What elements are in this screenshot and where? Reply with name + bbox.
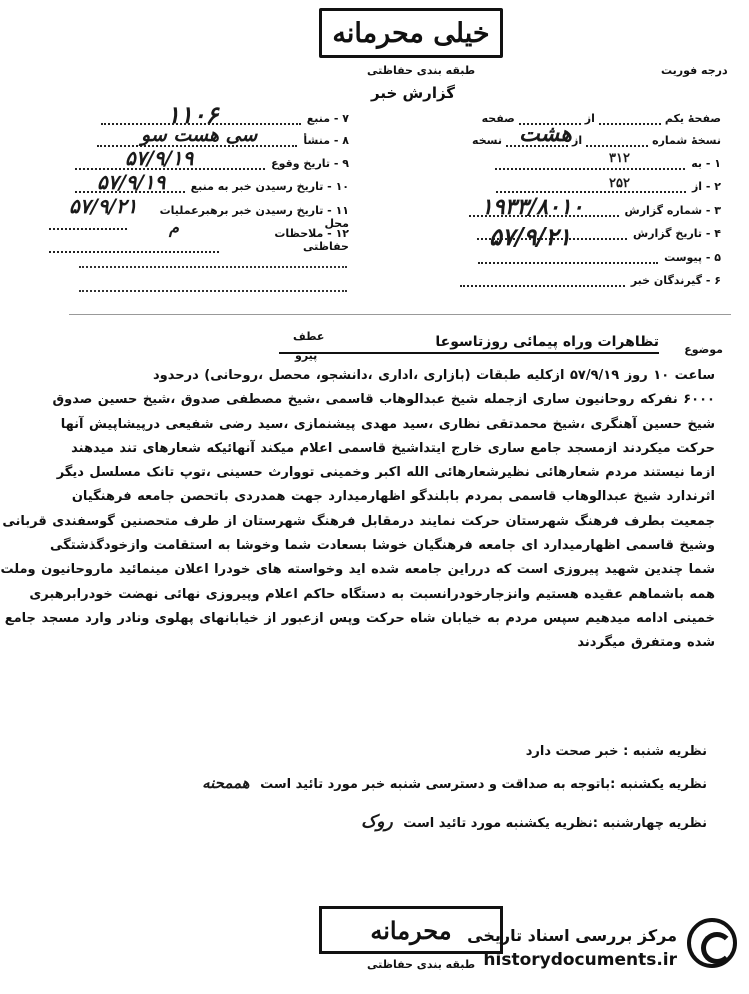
field-attachment: ۵ - پیوست xyxy=(478,251,721,264)
handwritten-origin: سی هست سو xyxy=(141,124,258,146)
body-line: خمینی ادامه میدهیم سپس مردم به خیابان شاه حرکت وپس ازعبور از خیابانهای پهلوی ونادر وارد مسجد جامع xyxy=(4,610,715,626)
signature-sunday: هممحنه xyxy=(202,774,250,792)
watermark-url: historydocuments.ir xyxy=(483,950,677,970)
field-copy-number: نسخهٔ شماره از نسخه xyxy=(472,134,721,147)
classification-stamp-top xyxy=(319,8,503,58)
classification-label-bottom: طبقه بندی حفاظتی xyxy=(367,958,476,971)
body-line: وشیخ قاسمی اظهارمیدارد ای جامعه فرهنگیان خوشا بسعادت شما وخوشا به استقامت وازخودگذشتگی xyxy=(49,538,715,554)
handwritten-copy-number: هشت xyxy=(519,121,572,147)
body-line: ازما نیستند مردم شعارهائی نظیرشعارهائی الله اکبر وخمینی تووارث حسینی ،توپ تانک مسلسل دیگر xyxy=(56,465,715,481)
handwritten-source-receipt-date: ۵۷/۹/۱۹ xyxy=(97,170,166,194)
field-recipients: ۶ - گیرندگان خبر xyxy=(460,274,721,287)
subject-label: موضوع xyxy=(684,343,723,356)
subject-annotation-atf: عطف xyxy=(293,330,325,343)
signature-wednesday: روک xyxy=(361,812,393,832)
body-line: ساعت ۱۰ روز ۵۷/۹/۱۹ ازکلیه طبقات (بازاری ،اداری ،دانشجو، محصل ،روحانی) درحدود xyxy=(153,368,715,383)
handwritten-event-date: ۵۷/۹/۱۹ xyxy=(125,146,194,170)
field-page: صفحهٔ یکم از صفحه xyxy=(481,112,721,125)
body-line: شما چندین شهید پیروزی است که درراین جامعه شده اید وخواسته های خودرا اعلان مینمائید ماروحانیون وملت xyxy=(0,562,715,578)
note-wednesday: نظریه چهارشنبه :نظریه یکشنبه مورد تائید است روک xyxy=(361,812,707,832)
field-origin: ۸ - منشأ xyxy=(97,134,349,147)
field-report-date: ۴ - تاریخ گزارش xyxy=(477,227,721,240)
classification-label-top: طبقه بندی حفاظتی xyxy=(367,64,476,77)
note-saturday: نظریه شنبه : خبر صحت دارد xyxy=(525,744,707,759)
report-title: گزارش خبر xyxy=(371,84,456,102)
stamp-bottom-text: محرمانه xyxy=(370,915,452,945)
handwritten-security-notes: م xyxy=(169,218,179,237)
field-security-notes: ۱۲ - ملاحظات حفاظتی xyxy=(49,227,349,253)
field-source-receipt-date: ۱۰ - تاریخ رسیدن خبر به منبع xyxy=(75,180,349,193)
watermark-title: مرکز بررسی اسناد تاریخی xyxy=(467,926,677,945)
handwritten-source: ۱۱۰۶ xyxy=(167,100,219,129)
subject-annotation-peiro: پیرو xyxy=(295,349,318,362)
subject-value: تظاهرات وراه پیمائی روزتاسوعا xyxy=(279,334,659,354)
note-sunday: نظریه یکشنبه :باتوجه به صداقت و دسترسی شنبه خبر مورد تائید است هممحنه xyxy=(202,774,707,792)
field-report-number: ۳ - شماره گزارش xyxy=(469,204,721,217)
field-to: ۱ - به xyxy=(495,157,721,170)
field-ops-receipt-date: ۱۱ - تاریخ رسیدن خبر برهبرعملیات محل xyxy=(49,204,349,230)
field-event-date: ۹ - تاریخ وقوع xyxy=(75,157,349,170)
body-line: شیخ حسین آهنگری ،شیخ محمدتقی نظاری ،سید مهدی پیشنمازی ،سید رضی شفیعی درپیشاپیش آنها xyxy=(60,416,715,432)
blank-line-1 xyxy=(79,266,347,268)
handwritten-from: ۲۵۲ xyxy=(609,176,630,191)
handwritten-report-date: ۵۷/۹/۲۱ xyxy=(489,222,571,251)
priority-label: درجه فوریت xyxy=(661,64,728,77)
field-source: ۷ - منبع xyxy=(101,112,349,125)
handwritten-to: ۳۱۲ xyxy=(609,151,630,166)
section-divider xyxy=(69,314,731,315)
body-line: حرکت میکردند ازمسجد جامع ساری خارج ایتداشیخ قاسمی اعلام میکند آنهائیکه شعارهای تند میدهند xyxy=(71,440,715,456)
field-from: ۲ - از xyxy=(496,180,721,193)
body-line: ۶۰۰۰ نفرکه روحانیون ساری ازجمله شیخ عبدالوهاب قاسمی ،شیخ مصطفی صدوق ،شیخ حسین صدوق xyxy=(52,392,715,408)
blank-line-2 xyxy=(79,290,347,292)
handwritten-report-number: ۱۹۳۳/۸۰۱۰ xyxy=(481,194,584,220)
body-line: جمعیت بطرف فرهنگ شهرستان حرکت نمایند درمقابل فرهنگ شهرستان از طرف متحصنین گوسفندی قربانی xyxy=(2,513,715,529)
report-body xyxy=(0,364,715,656)
stamp-top-text: خیلی محرمانه xyxy=(332,17,490,49)
body-line: اثرندارد شیخ عبدالوهاب قاسمی بمردم بابلندگو اظهارمیدارد جهت همدردی باتحصن جامعه فرهنگیان xyxy=(71,489,715,505)
body-line: شده ومتفرق میگردند xyxy=(577,635,715,651)
handwritten-ops-receipt-date: ۵۷/۹/۲۱ xyxy=(69,194,138,218)
body-line: همه باشماهم عقیده هستیم وانزجارخودرانسبت به دستگاه حاکم اعلام وپیروزی نهائی نهضت خودرابرهبری xyxy=(29,586,715,602)
archive-logo-icon xyxy=(687,918,737,968)
